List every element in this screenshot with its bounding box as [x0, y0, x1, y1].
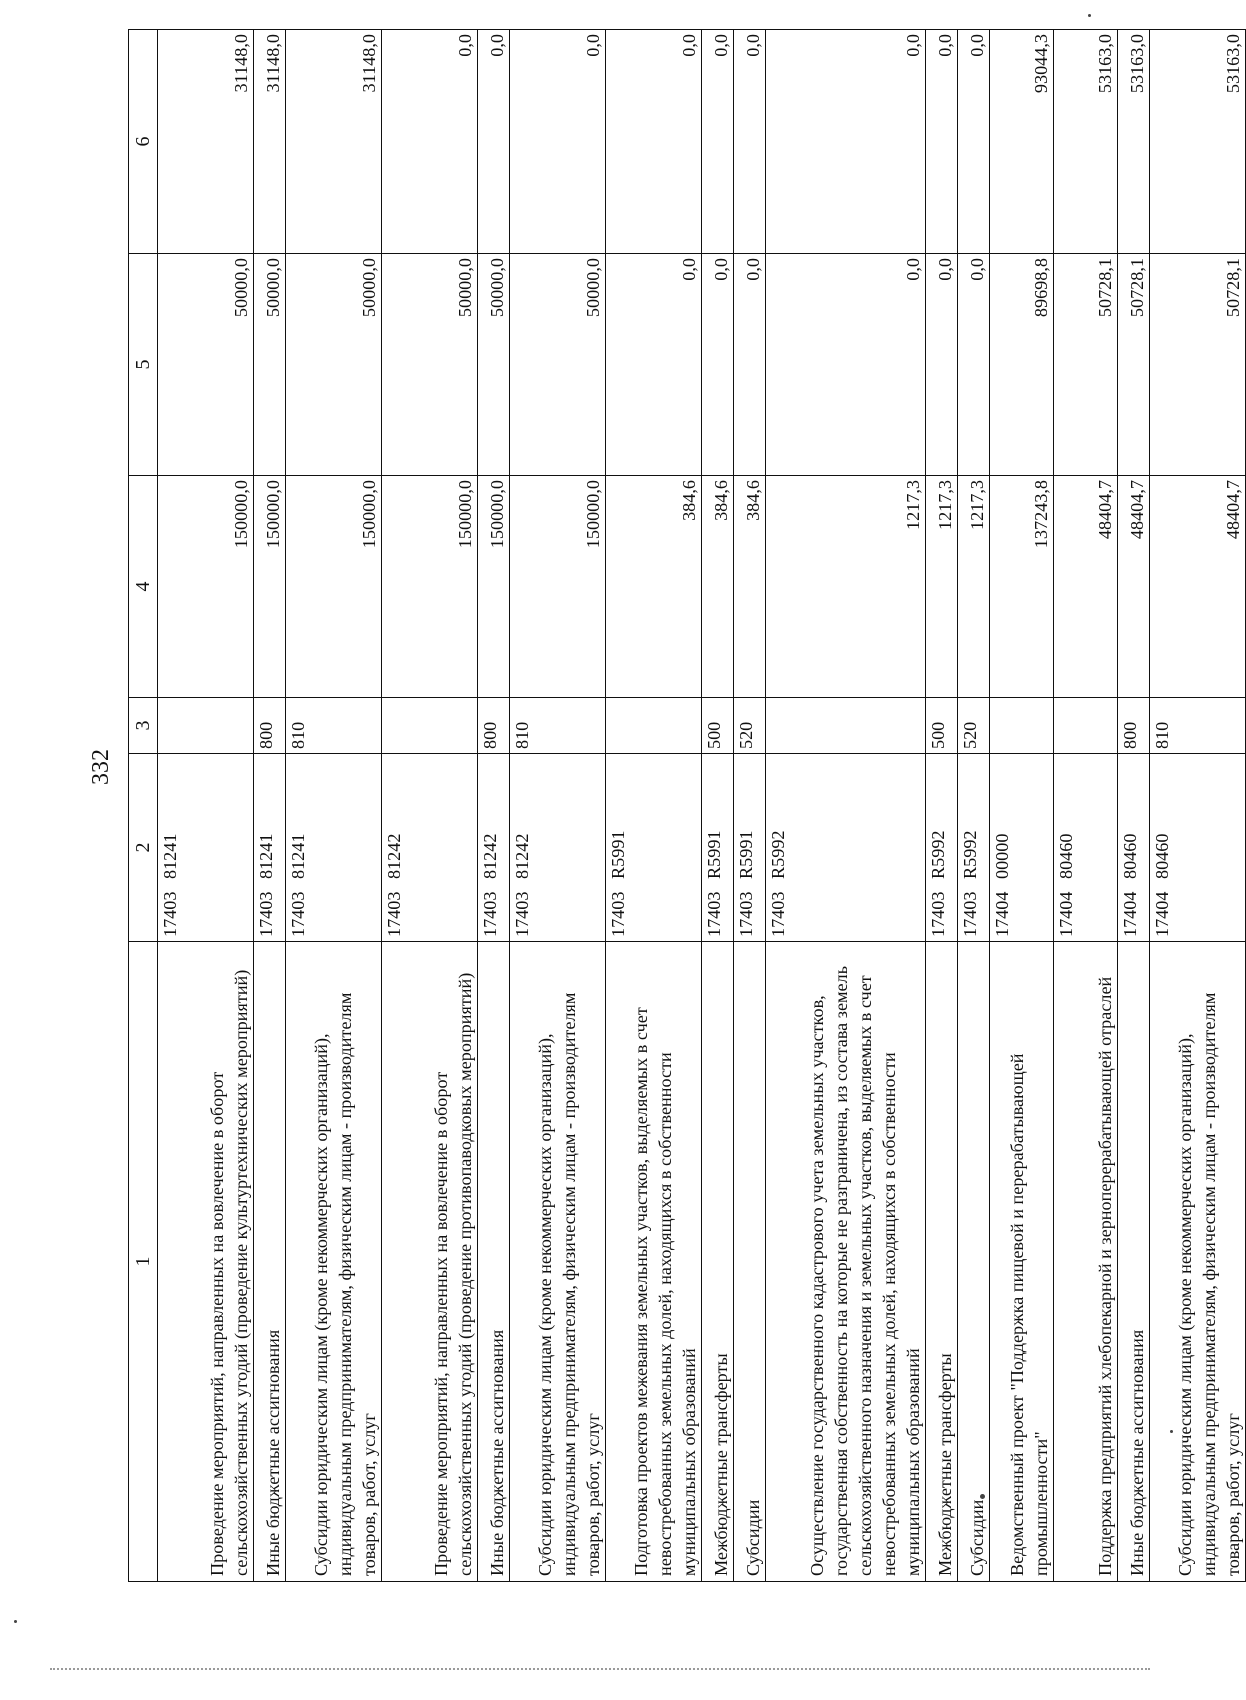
row-code-program: 17404 — [1056, 891, 1076, 937]
row-value-col5: 50000,0 — [286, 254, 382, 476]
row-value-col5: 50728,1 — [1118, 254, 1150, 476]
row-code — [958, 754, 990, 942]
row-name: Иные бюджетные ассигнования — [1118, 942, 1150, 1582]
row-code-direction: 80460 — [1152, 833, 1172, 879]
row-value-col5: 0,0 — [958, 254, 990, 476]
row-expense-type — [766, 698, 926, 754]
row-expense-type: 810 — [510, 698, 606, 754]
row-code-program: 17403 — [384, 891, 404, 937]
row-value-col5: 50000,0 — [478, 254, 510, 476]
row-value-col6: 31148,0 — [254, 30, 286, 254]
row-expense-type — [158, 698, 254, 754]
table-row — [606, 30, 702, 1582]
scan-speck — [980, 1494, 985, 1499]
row-code-program: 17403 — [160, 891, 180, 937]
row-code-direction: 81241 — [288, 833, 308, 879]
row-value-col5: 0,0 — [926, 254, 958, 476]
row-code-program: 17403 — [480, 891, 500, 937]
row-code-direction: 80460 — [1120, 833, 1140, 879]
row-value-col5: 50000,0 — [254, 254, 286, 476]
row-name: Проведение мероприятий, направленных на вовлечение в оборот сельскохозяйственных угодий (проведение культуртехнических мероприятий) — [158, 942, 254, 1582]
row-value-col5: 89698,8 — [990, 254, 1054, 476]
header-col-5: 5 — [129, 254, 158, 476]
row-value-col6: 0,0 — [766, 30, 926, 254]
row-expense-type: 500 — [926, 698, 958, 754]
table-row — [158, 30, 254, 1582]
row-code-program: 17403 — [960, 891, 980, 937]
header-row — [129, 30, 158, 1582]
row-code-direction: R5992 — [768, 830, 788, 879]
row-value-col6: 0,0 — [606, 30, 702, 254]
row-code-direction: 80460 — [1056, 833, 1076, 879]
row-code-program: 17403 — [928, 891, 948, 937]
row-name: Проведение мероприятий, направленных на вовлечение в оборот сельскохозяйственных угодий (проведение противопаводковых мероприятий) — [382, 942, 478, 1582]
row-code — [1054, 754, 1118, 942]
row-value-col4: 384,6 — [734, 476, 766, 698]
table-row — [958, 30, 990, 1582]
row-expense-type: 520 — [958, 698, 990, 754]
header-col-1: 1 — [129, 942, 158, 1582]
row-code — [1150, 754, 1246, 942]
table-row — [1054, 30, 1118, 1582]
table-row — [1118, 30, 1150, 1582]
header-col-6: 6 — [129, 30, 158, 254]
row-value-col5: 50000,0 — [510, 254, 606, 476]
row-expense-type — [990, 698, 1054, 754]
table-row — [254, 30, 286, 1582]
row-name: Осуществление государственного кадастрового учета земельных участков, государственная собственность на которые не разграничена, из состава земель сельскохозяйственного назначения и земельных участков, выделяемых в счет невостребованных земельных долей, находящихся в собственности муниципальных образований — [766, 942, 926, 1582]
row-expense-type — [1054, 698, 1118, 754]
row-code-direction: 81242 — [384, 833, 404, 879]
table-row — [286, 30, 382, 1582]
row-code-direction: 81242 — [512, 833, 532, 879]
row-expense-type: 800 — [1118, 698, 1150, 754]
row-name: Межбюджетные трансферты — [926, 942, 958, 1582]
row-name: Иные бюджетные ассигнования — [478, 942, 510, 1582]
row-value-col6: 53163,0 — [1118, 30, 1150, 254]
table-row — [382, 30, 478, 1582]
row-code-direction: R5991 — [736, 830, 756, 879]
row-expense-type: 500 — [702, 698, 734, 754]
row-code-direction: R5991 — [704, 830, 724, 879]
row-code — [766, 754, 926, 942]
row-name: Субсидии — [958, 942, 990, 1582]
row-name: Подготовка проектов межевания земельных участков, выделяемых в счет невостребованных земельных долей, находящихся в собственности муниципальных образований — [606, 942, 702, 1582]
row-value-col5: 0,0 — [734, 254, 766, 476]
scan-speck — [1088, 14, 1091, 17]
row-value-col5: 50000,0 — [158, 254, 254, 476]
row-name: Субсидии юридическим лицам (кроме некоммерческих организаций), индивидуальным предпринимателям, физическим лицам - производителям товаров, работ, услуг — [286, 942, 382, 1582]
row-value-col5: 0,0 — [606, 254, 702, 476]
row-code — [926, 754, 958, 942]
table-row — [766, 30, 926, 1582]
row-expense-type: 520 — [734, 698, 766, 754]
row-name: Субсидии — [734, 942, 766, 1582]
scan-speck — [1170, 1430, 1173, 1433]
table-row — [926, 30, 958, 1582]
row-value-col4: 1217,3 — [926, 476, 958, 698]
rotated-page-content — [80, 30, 1243, 1620]
row-code-program: 17403 — [736, 891, 756, 937]
row-value-col6: 0,0 — [734, 30, 766, 254]
budget-table — [128, 29, 1246, 1582]
row-value-col4: 150000,0 — [478, 476, 510, 698]
row-name: Субсидии юридическим лицам (кроме некоммерческих организаций), индивидуальным предпринимателям, физическим лицам - производителям товаров, работ, услуг — [510, 942, 606, 1582]
row-value-col6: 0,0 — [926, 30, 958, 254]
row-value-col5: 0,0 — [766, 254, 926, 476]
row-code — [510, 754, 606, 942]
row-name: Субсидии юридическим лицам (кроме некоммерческих организаций), индивидуальным предпринимателям, физическим лицам - производителям товаров, работ, услуг — [1150, 942, 1246, 1582]
row-value-col6: 0,0 — [702, 30, 734, 254]
row-code-direction: 81241 — [256, 833, 276, 879]
row-value-col4: 48404,7 — [1150, 476, 1246, 698]
table-row — [734, 30, 766, 1582]
row-code — [158, 754, 254, 942]
row-code — [382, 754, 478, 942]
row-value-col4: 150000,0 — [286, 476, 382, 698]
row-code-program: 17404 — [1120, 891, 1140, 937]
row-expense-type: 810 — [286, 698, 382, 754]
row-value-col6: 0,0 — [510, 30, 606, 254]
row-value-col4: 384,6 — [702, 476, 734, 698]
row-value-col4: 48404,7 — [1054, 476, 1118, 698]
row-code-direction: 81241 — [160, 833, 180, 879]
scan-artifact-line — [50, 1668, 1150, 1670]
row-code-program: 17403 — [512, 891, 532, 937]
row-expense-type: 810 — [1150, 698, 1246, 754]
row-value-col4: 150000,0 — [158, 476, 254, 698]
table-row — [478, 30, 510, 1582]
row-code-program: 17404 — [992, 891, 1012, 937]
row-value-col6: 0,0 — [382, 30, 478, 254]
row-code — [1118, 754, 1150, 942]
row-value-col5: 50000,0 — [382, 254, 478, 476]
row-code-direction: R5991 — [608, 830, 628, 879]
row-code — [702, 754, 734, 942]
row-value-col6: 0,0 — [478, 30, 510, 254]
row-value-col6: 31148,0 — [286, 30, 382, 254]
header-col-2: 2 — [129, 754, 158, 942]
row-name: Иные бюджетные ассигнования — [254, 942, 286, 1582]
table-row — [1150, 30, 1246, 1582]
row-name: Ведомственный проект "Поддержка пищевой и перерабатывающей промышленности" — [990, 942, 1054, 1582]
row-value-col4: 384,6 — [606, 476, 702, 698]
row-name: Межбюджетные трансферты — [702, 942, 734, 1582]
header-col-3: 3 — [129, 698, 158, 754]
row-code — [478, 754, 510, 942]
table-row — [990, 30, 1054, 1582]
row-expense-type: 800 — [478, 698, 510, 754]
row-value-col4: 137243,8 — [990, 476, 1054, 698]
scan-speck — [14, 1620, 17, 1623]
row-code-direction: R5992 — [928, 830, 948, 879]
row-expense-type — [382, 698, 478, 754]
row-value-col5: 50728,1 — [1150, 254, 1246, 476]
table-row — [510, 30, 606, 1582]
row-code — [734, 754, 766, 942]
row-code — [606, 754, 702, 942]
row-code-program: 17403 — [704, 891, 724, 937]
row-name: Поддержка предприятий хлебопекарной и зерноперерабатывающей отраслей — [1054, 942, 1118, 1582]
row-code-program: 17403 — [768, 891, 788, 937]
row-value-col6: 93044,3 — [990, 30, 1054, 254]
row-value-col6: 31148,0 — [158, 30, 254, 254]
row-value-col4: 48404,7 — [1118, 476, 1150, 698]
row-value-col6: 53163,0 — [1150, 30, 1246, 254]
row-value-col4: 150000,0 — [510, 476, 606, 698]
row-value-col4: 1217,3 — [958, 476, 990, 698]
row-value-col4: 1217,3 — [766, 476, 926, 698]
row-code-direction: 00000 — [992, 833, 1012, 879]
row-code — [990, 754, 1054, 942]
row-code-program: 17403 — [288, 891, 308, 937]
table-row — [702, 30, 734, 1582]
row-value-col6: 53163,0 — [1054, 30, 1118, 254]
row-value-col4: 150000,0 — [254, 476, 286, 698]
row-value-col6: 0,0 — [958, 30, 990, 254]
row-expense-type: 800 — [254, 698, 286, 754]
row-code-direction: R5992 — [960, 830, 980, 879]
row-expense-type — [606, 698, 702, 754]
row-value-col4: 150000,0 — [382, 476, 478, 698]
row-code-program: 17403 — [256, 891, 276, 937]
row-code — [254, 754, 286, 942]
row-code-program: 17404 — [1152, 891, 1172, 937]
row-code — [286, 754, 382, 942]
row-value-col5: 50728,1 — [1054, 254, 1118, 476]
row-value-col5: 0,0 — [702, 254, 734, 476]
row-code-program: 17403 — [608, 891, 628, 937]
row-code-direction: 81242 — [480, 833, 500, 879]
header-col-4: 4 — [129, 476, 158, 698]
page-number: 332 — [88, 749, 114, 785]
